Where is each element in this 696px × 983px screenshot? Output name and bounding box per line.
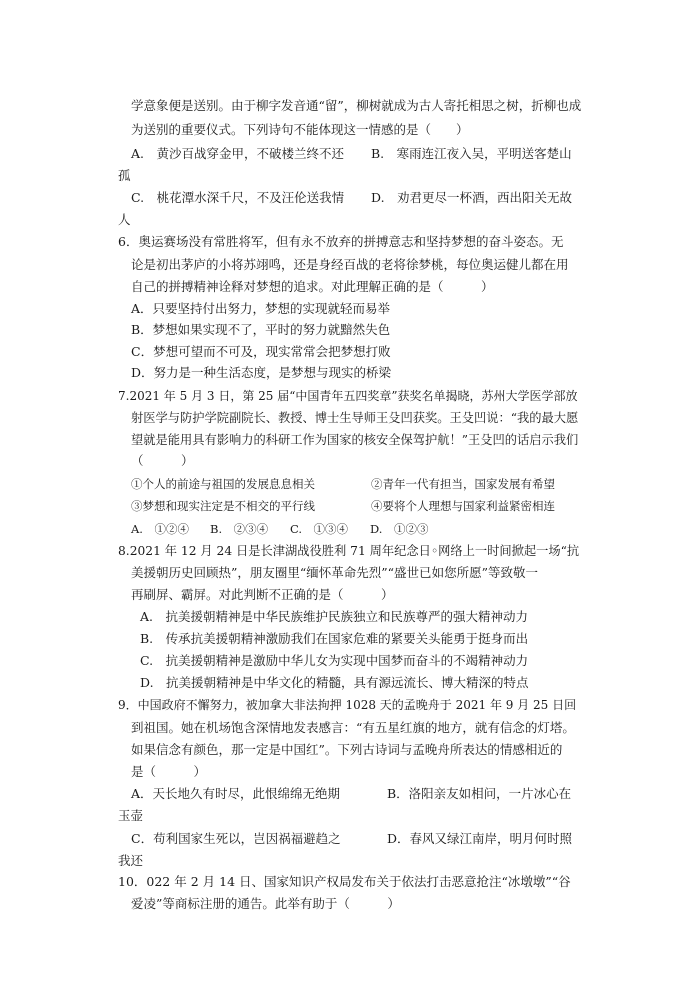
q7-item-1: ①个人的前途与祖国的发展息息相关 (131, 477, 315, 491)
q6-stem-line1: 6．奥运赛场没有常胜将军，但有永不放弃的拼搏意志和坚持梦想的奋斗姿态。无 (118, 234, 564, 249)
q5-option-c: C. 桃花潭水深千尺，不及汪伦送我情 (131, 190, 345, 205)
q7-stem-line1: 7.2021 年 5 月 3 日，第 25 届“中国青年五四奖章”获奖名单揭晓，苏州大学医学部放 (118, 389, 578, 403)
q5-option-b-wrap: 孤 (118, 168, 131, 183)
q5-stem-line2: 为送别的重要仪式。下列诗句不能体现这一情感的是（ ） (131, 122, 469, 137)
q8-stem-line1: 8.2021 年 12 月 24 日是长津湖战役胜利 71 周年纪念日◦网络上一时间掀起一场“抗 (118, 544, 580, 558)
q10-stem-line1: 10．022 年 2 月 14 日、国家知识产权局发布关于依法打击恶意抢注“冰墩墩”“谷 (118, 874, 571, 889)
q5-option-d-wrap: 人 (118, 212, 131, 227)
q8-stem-line2: 美援朝历史回顾热”，朋友圈里“缅怀革命先烈”“盛世已如您所愿”等致敬一 (131, 565, 538, 580)
q9-stem-line1: 9．中国政府不懈努力，被加拿大非法拘押 1028 天的孟晚舟于 2021 年 9 月 25 日回 (118, 698, 577, 712)
q9-option-d: D．春风又绿江南岸，明月何时照 (387, 831, 573, 846)
q6-stem-line2: 论是初出茅庐的小将苏翊鸣，还是身经百战的老将徐梦桃，每位奥运健儿都在用 (131, 257, 569, 272)
q5-option-a: A. 黄沙百战穿金甲，不破楼兰终不还 (131, 146, 345, 161)
q6-option-a: A．只要坚持付出努力，梦想的实现就轻而易举 (131, 301, 391, 316)
q9-option-b-wrap: 玉壶 (118, 808, 144, 823)
q7-option-a: A. ①②④ (131, 522, 189, 536)
q7-item-3: ③梦想和现实注定是不相交的平行线 (131, 499, 315, 513)
q9-option-d-wrap: 我还 (118, 853, 144, 868)
q6-stem-line3: 自己的拼搏精神诠释对梦想的追求。对此理解正确的是（ ） (131, 279, 494, 294)
q7-stem-line3: 望就是能用具有影响力的科研工作为国家的核安全保驾护航！”王殳凹的话启示我们 (131, 433, 579, 447)
q7-item-4: ④要将个人理想与国家利益紧密相连 (371, 499, 555, 513)
q8-option-c: C. 抗美援朝精神是激励中华儿女为实现中国梦而奋斗的不竭精神动力 (140, 653, 529, 668)
q5-option-d: D. 劝君更尽一杯酒，西出阳关无故 (371, 190, 573, 205)
q7-option-c: C. ①③④ (290, 522, 349, 536)
q8-option-a: A. 抗美援朝精神是中华民族维护民族独立和民族尊严的强大精神动力 (140, 609, 529, 624)
q7-stem-line4: （ ） (131, 453, 194, 468)
q10-stem-line2: 爱凌”等商标注册的通告。此举有助于（ ） (131, 896, 400, 911)
q9-option-c: C．苟利国家生死以，岂因祸福避趋之 (131, 831, 341, 846)
q8-stem-line3: 再刷屏、霸屏。对此判断不正确的是（ ） (131, 587, 394, 602)
q7-option-b: B. ②③④ (210, 522, 269, 536)
q5-option-b: B. 寒雨连江夜入吴，平明送客楚山 (371, 146, 572, 161)
q5-stem-line1: 学意象便是送别。由于柳字发音通“留”，柳树就成为古人寄托相思之树，折柳也成 (131, 98, 582, 113)
q8-option-b: B. 传承抗美援朝精神激励我们在国家危难的紧要关头能勇于挺身而出 (140, 631, 529, 646)
q6-option-d: D．努力是一种生活态度，是梦想与现实的桥梁 (131, 365, 392, 380)
q8-option-d: D. 抗美援朝精神是中华文化的精髓，具有源远流长、博大精深的特点 (140, 675, 529, 690)
q9-stem-line3: 如果信念有颜色，那一定是中国红”。下列古诗词与孟晚舟所表达的情感相近的 (131, 742, 563, 757)
q6-option-c: C．梦想可望而不可及，现实常常会把梦想打败 (131, 344, 391, 359)
q6-option-b: B．梦想如果实现不了，平时的努力就黯然失色 (131, 322, 391, 337)
q9-stem-line2: 到祖国。她在机场饱含深情地发表感言：“有五星红旗的地方，就有信念的灯塔。 (131, 720, 575, 735)
q7-stem-line2: 射医学与防护学院副院长、教授、博士生导师王殳凹获奖。王殳凹说：“我的最大愿 (131, 411, 579, 425)
q7-item-2: ②青年一代有担当，国家发展有希望 (371, 477, 555, 491)
q9-option-a: A．天长地久有时尽，此恨绵绵无绝期 (131, 786, 341, 801)
q9-stem-line4: 是（ ） (131, 764, 207, 779)
q9-option-b: B．洛阳亲友如相问，一片冰心在 (387, 786, 572, 801)
q7-option-d: D. ①②③ (370, 522, 429, 536)
